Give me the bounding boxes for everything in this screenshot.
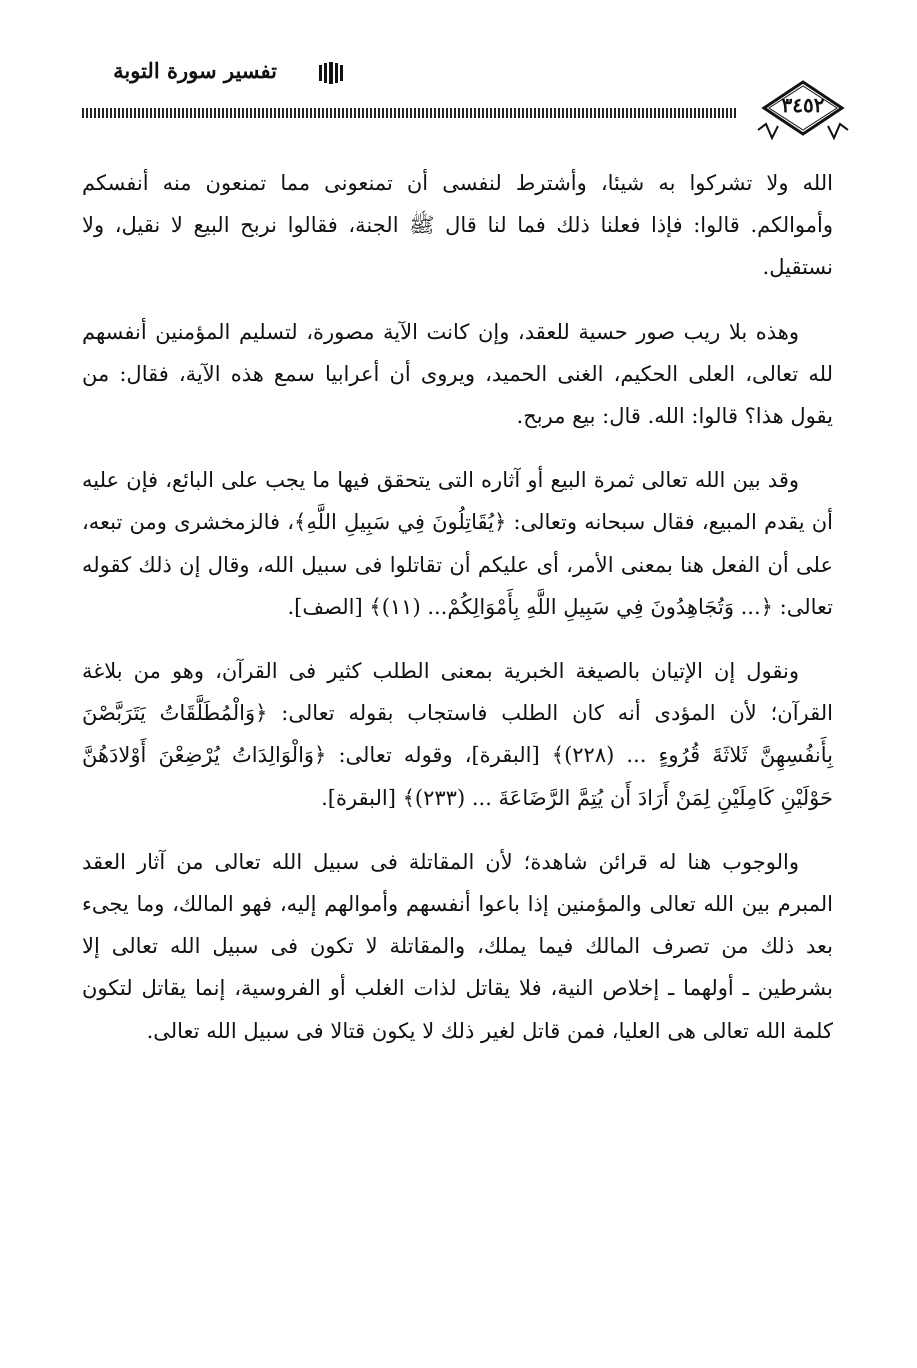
paragraph: وهذه بلا ريب صور حسية للعقد، وإن كانت الآية مصورة، لتسليم المؤمنين أنفسهم لله تعالى، العلى الحكيم، الغنى الحميد، ويروى أن أعرابيا سمع هذه الآية، فقال: من يقول هذا؟ قالوا: الله. قال: بيع مربح.: [82, 319, 833, 429]
paragraph: الله ولا تشركوا به شيئا، وأشترط لنفسى أن تمنعونى مما تمنعون منه أنفسكم وأموالكم. قالوا: فإذا فعلنا ذلك فما لنا قال ﷺ الجنة، فقالوا نربح البيع لا نقيل، ولا نستقيل.: [82, 171, 833, 280]
header-rule: [82, 108, 737, 118]
paragraph: وقد بين الله تعالى ثمرة البيع أو آثاره التى يتحقق فيها ما يجب على البائع، فإن عليه أن يقدم المبيع، فقال سبحانه وتعالى: ﴿يُقَاتِلُونَ فِي سَبِيلِ اللَّهِ﴾، فالزمخشرى ومن تبعه، على أن الفعل هنا بمعنى الأمر، أى عليكم أن تقاتلوا فى سبيل الله، وقال إن ذلك كقوله تعالى: ﴿... وَتُجَاهِدُونَ فِي سَبِيلِ اللَّهِ بِأَمْوَالِكُمْ... (١١)﴾ [الصف].: [82, 468, 833, 619]
ornament-icon: [318, 62, 344, 84]
paragraph: ونقول إن الإتيان بالصيغة الخبرية بمعنى الطلب كثير فى القرآن، وهو من بلاغة القرآن؛ لأن المؤدى أنه كان الطلب فاستجاب بقوله تعالى: ﴿وَالْمُطَلَّقَاتُ يَتَرَبَّصْنَ بِأَنفُسِهِنَّ ثَلاثَةَ قُرُوءٍ ... (٢٢٨)﴾ [البقرة]، وقوله تعالى: ﴿وَالْوَالِدَاتُ يُرْضِعْنَ أَوْلادَهُنَّ حَوْلَيْنِ كَامِلَيْنِ لِمَنْ أَرَادَ أَن يُتِمَّ الرَّضَاعَةَ ... (٢٣٣)﴾ [البقرة].: [82, 659, 833, 810]
page-number: ٣٤٥٢: [781, 93, 825, 117]
body-text: [82, 158, 833, 1074]
running-title: تفسير سورة التوبة: [113, 58, 277, 83]
page-header: [0, 0, 917, 150]
paragraph: والوجوب هنا له قرائن شاهدة؛ لأن المقاتلة فى سبيل الله تعالى من آثار العقد المبرم بين الله تعالى والمؤمنين إذا باعوا أنفسهم وأموالهم إليه، فهو المالك، وما يجىء بعد ذلك من تصرف المالك فيما يملك، والمقاتلة لا تكون فى سبيل الله تعالى إلا بشرطين ـ أولهما ـ إخلاص النية، فلا يقاتل لذات الغلب أو الفروسية، إنما يقاتل لتكون كلمة الله تعالى هى العليا، فمن قاتل لغير ذلك لا يكون قتالا فى سبيل الله تعالى.: [82, 849, 833, 1043]
